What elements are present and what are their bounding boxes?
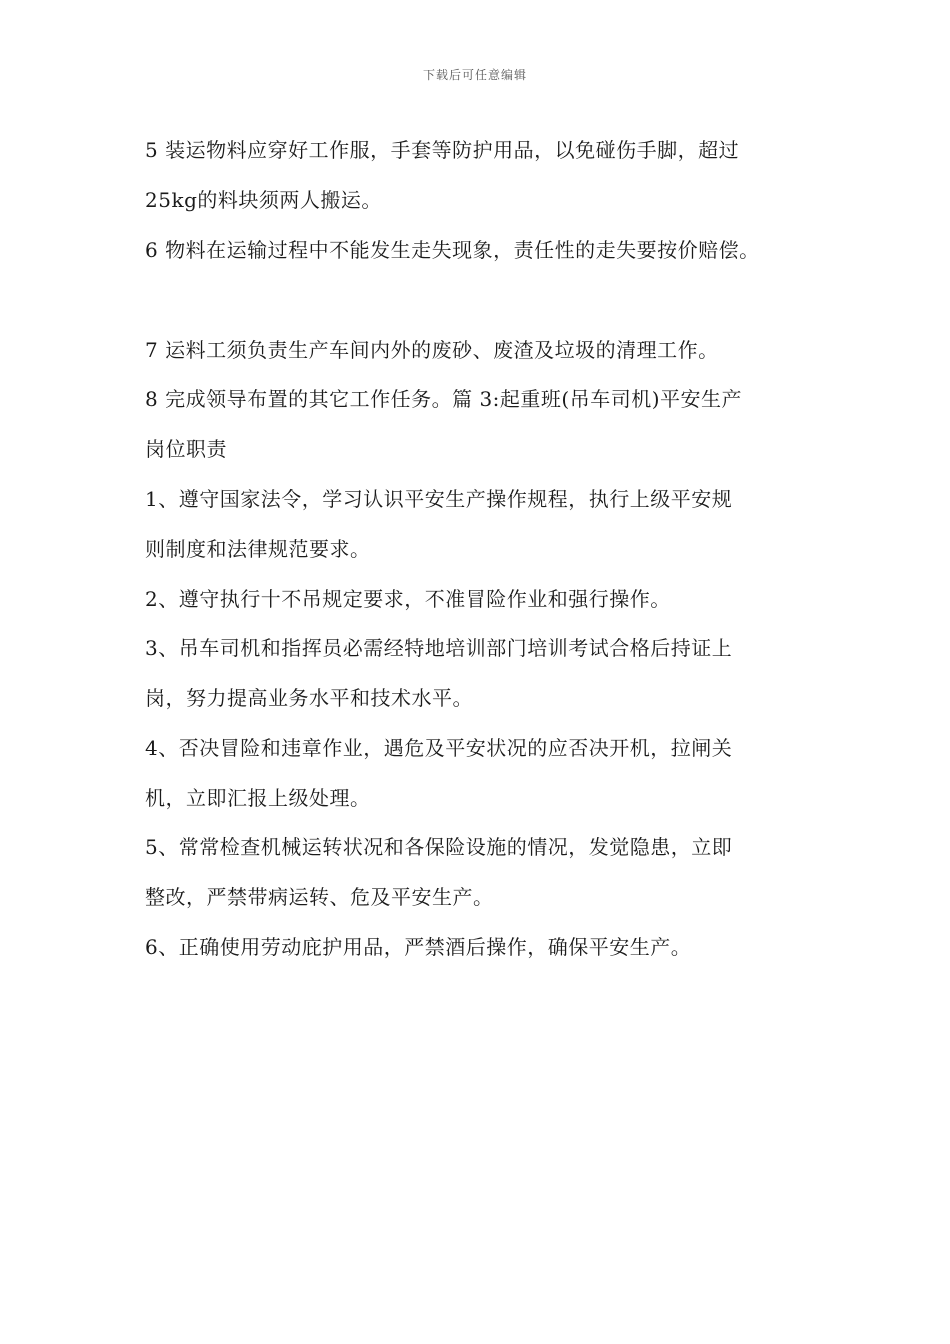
paragraph-line: 6、正确使用劳动庇护用品，严禁酒后操作，确保平安生产。 xyxy=(145,935,692,959)
paragraph-line: 整改，严禁带病运转、危及平安生产。 xyxy=(145,885,494,909)
paragraph-line: 7 运料工须负责生产车间内外的废砂、废渣及垃圾的清理工作。 xyxy=(145,338,719,362)
paragraph-line: 1、遵守国家法令，学习认识平安生产操作规程，执行上级平安规 xyxy=(145,487,733,511)
paragraph-line: 6 物料在运输过程中不能发生走失现象，责任性的走失要按价赔偿。 xyxy=(145,238,760,262)
paragraph-line: 8 完成领导布置的其它工作任务。篇 3:起重班(吊车司机)平安生产 xyxy=(145,387,743,411)
page-header: 下载后可任意编辑 xyxy=(422,68,527,82)
paragraph-line: 25kg的料块须两人搬运。 xyxy=(145,188,382,212)
paragraph-line: 3、吊车司机和指挥员必需经特地培训部门培训考试合格后持证上 xyxy=(145,636,733,660)
paragraph-line: 5 装运物料应穿好工作服，手套等防护用品，以免碰伤手脚，超过 xyxy=(145,138,740,162)
paragraph-line: 岗位职责 xyxy=(145,437,227,461)
paragraph-line: 岗，努力提高业务水平和技术水平。 xyxy=(145,686,473,710)
paragraph-line: 则制度和法律规范要求。 xyxy=(145,537,371,561)
paragraph-line: 5、常常检查机械运转状况和各保险设施的情况，发觉隐患，立即 xyxy=(145,835,733,859)
paragraph-line: 4、否决冒险和违章作业，遇危及平安状况的应否决开机，拉闸关 xyxy=(145,736,733,760)
paragraph-line: 机，立即汇报上级处理。 xyxy=(145,786,371,810)
paragraph-line: 2、遵守执行十不吊规定要求，不准冒险作业和强行操作。 xyxy=(145,587,671,611)
